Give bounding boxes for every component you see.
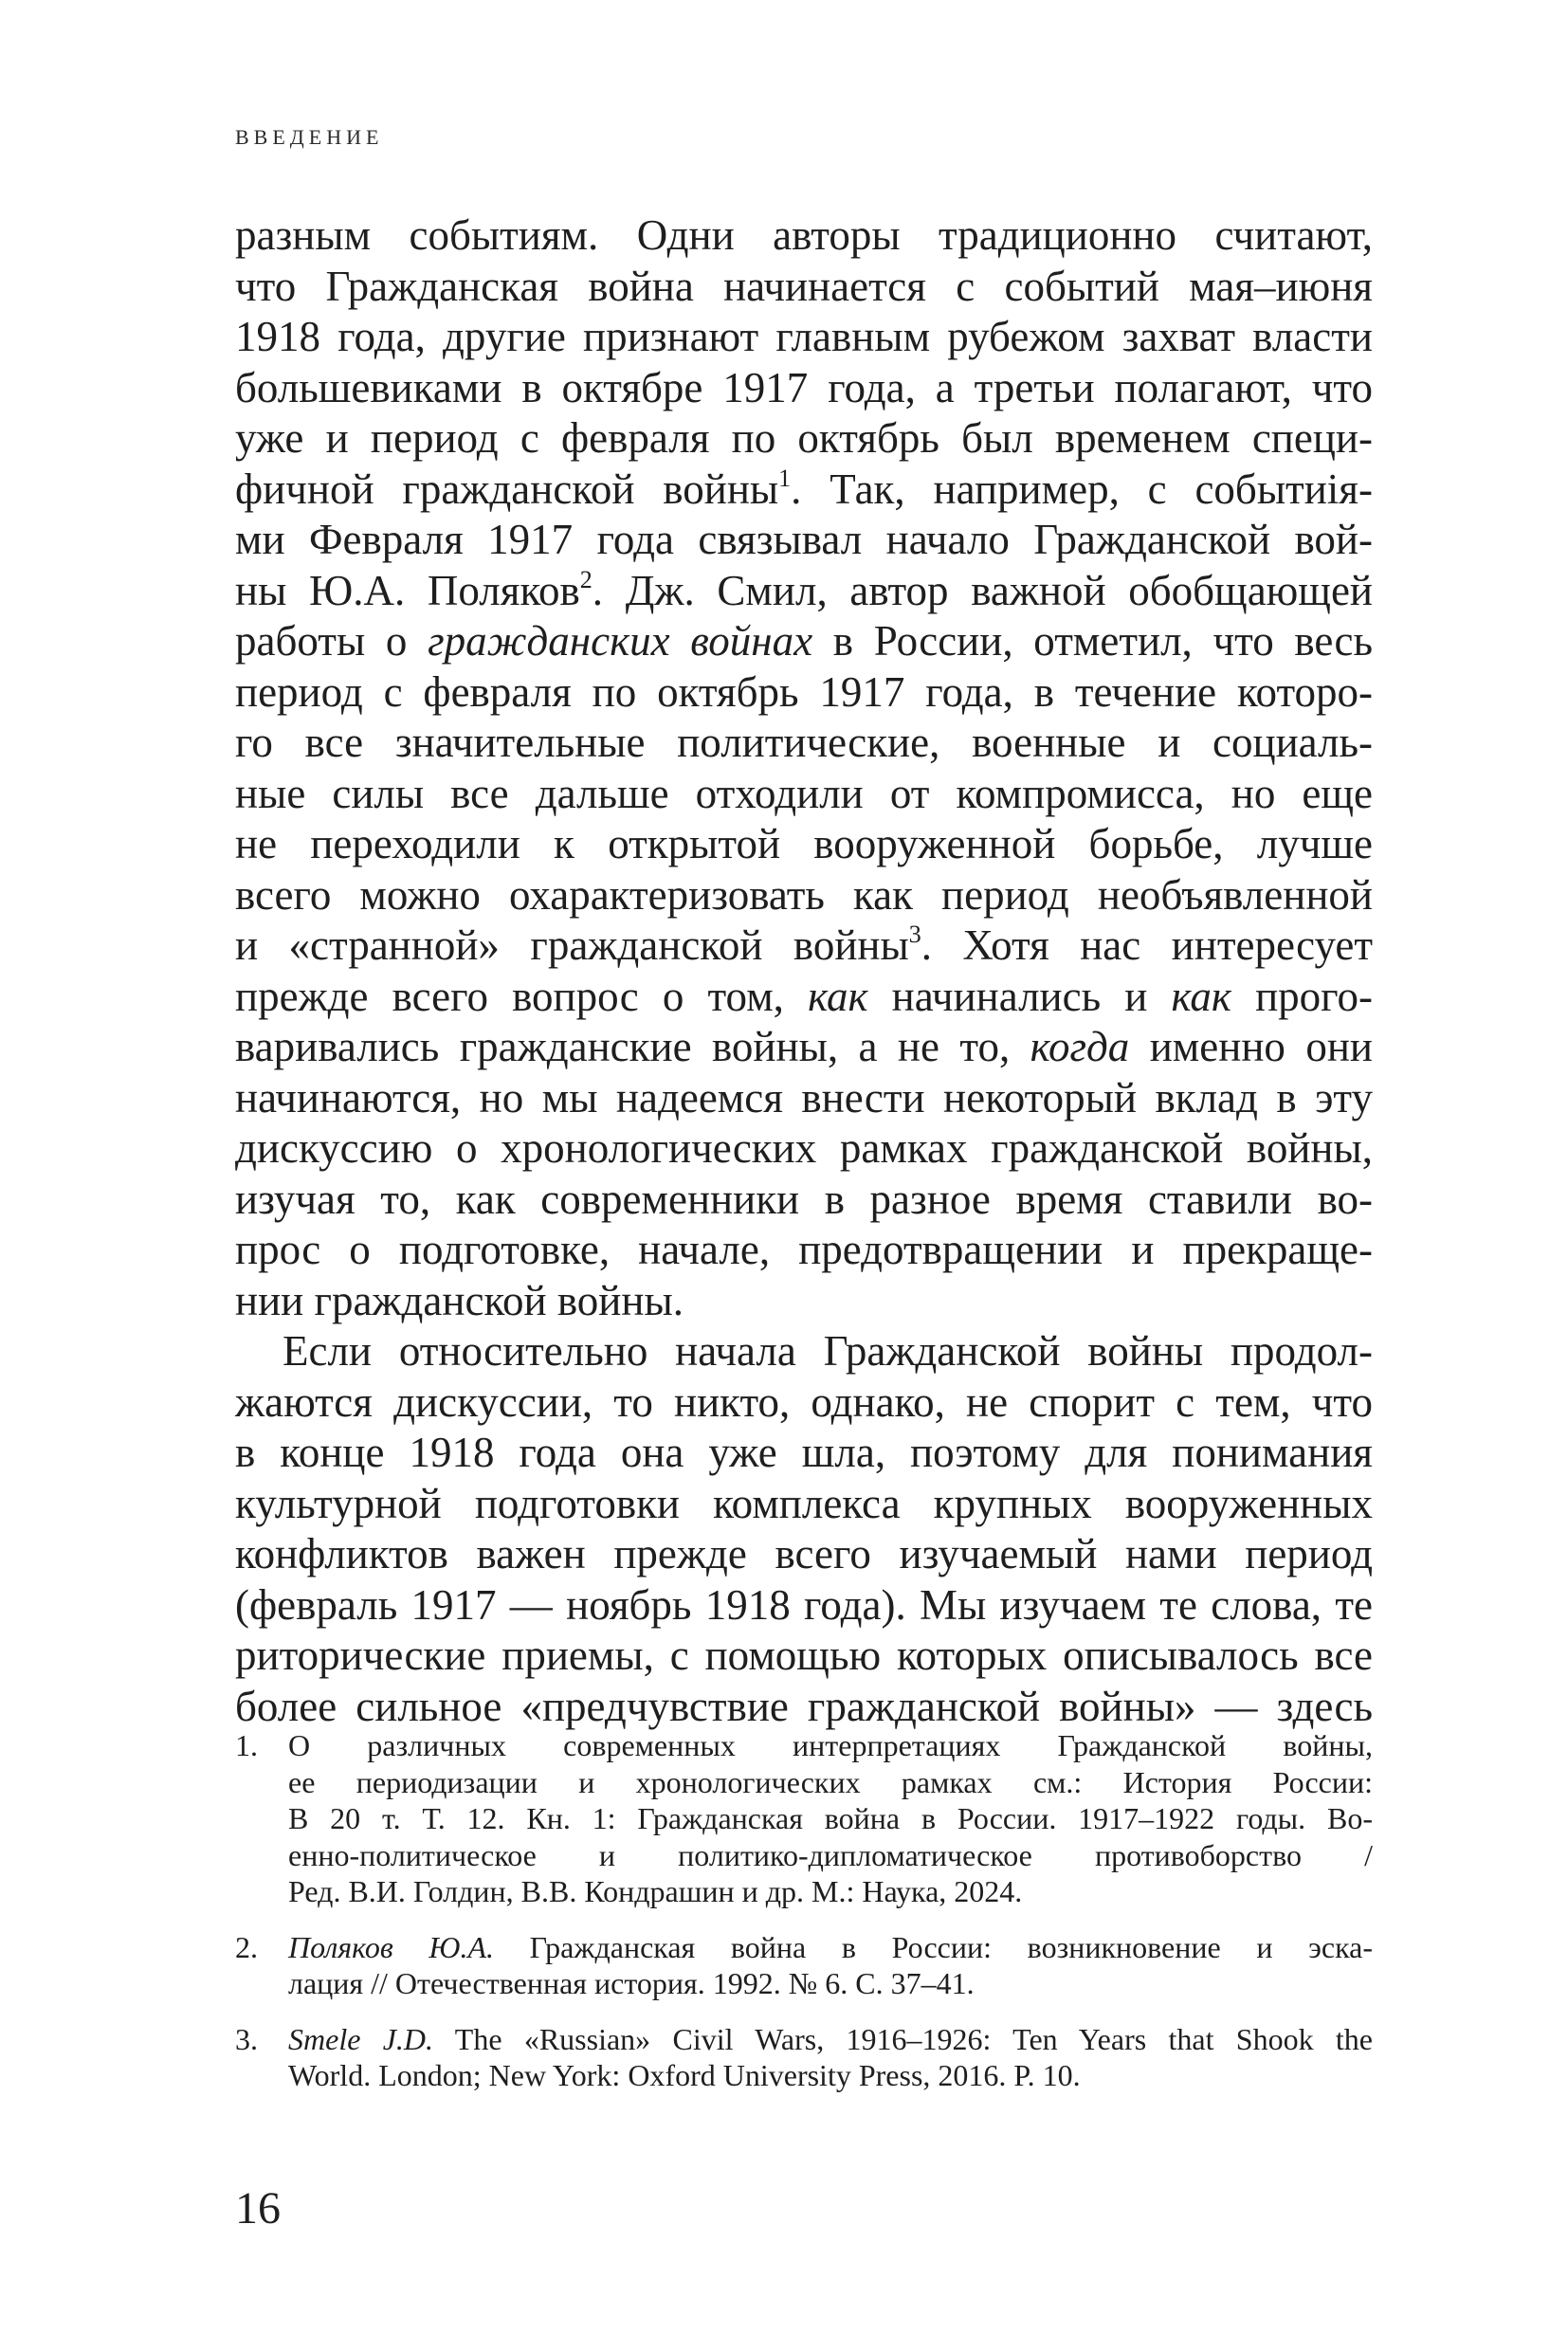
italic-term: гражданских войнах (428, 617, 813, 665)
text-line (235, 566, 1373, 617)
footnote-line: World. London; New York: Oxford University Press, 2016. P. 10. (288, 2058, 1081, 2092)
text-segment: именно они (1129, 1023, 1373, 1070)
text-line (235, 921, 1373, 972)
text-line: ми Февраля 1917 года связывал начало Гражданской вой- (235, 516, 1373, 563)
text-line (235, 465, 1373, 516)
text-segment: ны Ю.А. Поляков (235, 566, 580, 614)
text-line: (февраль 1917 — ноябрь 1918 года). Мы изучаем те слова, те (235, 1580, 1373, 1629)
text-segment: . Дж. Смил, автор важной обобщающей (592, 566, 1373, 614)
text-segment: и «странной» гражданской войны (235, 921, 909, 969)
text-line (235, 1022, 1373, 1073)
footnote-body (288, 1727, 1373, 1910)
text-segment: . Так, например, с событиія- (791, 465, 1373, 513)
footnote-number: 3. (235, 2021, 258, 2056)
text-line: всего можно охарактеризовать как период необъявленной (235, 870, 1373, 919)
text-line: большевиками в октябре 1917 года, а третьи полагают, что (235, 363, 1373, 411)
text-line: 1918 года, другие признают главным рубежом захват власти (235, 313, 1373, 360)
footnote-author: Поляков Ю.А. (288, 1929, 495, 1964)
text-line: в конце 1918 года она уже шла, поэтому для понимания (235, 1429, 1373, 1476)
text-line: изучая то, как современники в разное время ставили во- (235, 1175, 1373, 1223)
footnote-line: О различных современных интерпретациях Гражданской войны, (288, 1728, 1373, 1762)
footnote-line: ее периодизации и хронологических рамках см.: История России: (288, 1764, 1373, 1799)
text-segment: прежде всего вопрос о том, (235, 972, 809, 1020)
text-line: период с февраля по октябрь 1917 года, в течение которо- (235, 667, 1373, 716)
footnote-1 (235, 1727, 1373, 1910)
footnote-ref-3[interactable]: 3 (908, 921, 921, 948)
footnote-line: В 20 т. Т. 12. Кн. 1: Гражданская война в России. 1917–1922 годы. Во- (288, 1801, 1373, 1835)
text-line (235, 616, 1373, 667)
text-line: уже и период с февраля по октябрь был временем специ- (235, 414, 1373, 462)
footnote-number: 2. (235, 1929, 258, 1964)
footnote-line (288, 2021, 1373, 2058)
main-text (235, 210, 1373, 1732)
footnote-ref-2[interactable]: 2 (579, 565, 593, 593)
footnote-text: Гражданская война в России: возникновение и эска- (494, 1929, 1374, 1964)
footnote-line: енно-политическое и политико-дипломатическое противоборство / (288, 1837, 1373, 1872)
footnote-3 (235, 2021, 1373, 2094)
text-line: начинаются, но мы надеемся внести некоторый вклад в эту (235, 1073, 1373, 1121)
page-number: 16 (235, 2183, 281, 2233)
italic-term: как (808, 972, 868, 1020)
text-line: более сильное «предчувствие гражданской войны» — здесь (235, 1682, 1373, 1730)
running-head: ВВЕДЕНИЕ (235, 125, 384, 149)
text-segment: фичной гражданской войны (235, 465, 779, 513)
text-line: культурной подготовки комплекса крупных вооруженных (235, 1479, 1373, 1527)
footnote-body (288, 2021, 1373, 2094)
footnote-ref-1[interactable]: 1 (778, 464, 792, 492)
text-line: дискуссию о хронологических рамках гражданской войны, (235, 1124, 1373, 1172)
italic-term: как (1171, 972, 1231, 1020)
footnote-number: 1. (235, 1728, 258, 1762)
footnote-2 (235, 1929, 1373, 2002)
text-line: не переходили к открытой вооруженной борьбе, лучше (235, 820, 1373, 867)
text-line: конфликтов важен прежде всего изучаемый нами период (235, 1530, 1373, 1577)
text-line: Если относительно начала Гражданской войны продол- (283, 1327, 1373, 1375)
text-line: жаются дискуссии, то никто, однако, не спорит с тем, что (235, 1377, 1373, 1426)
text-segment: начинались и (867, 972, 1172, 1020)
text-line (235, 972, 1373, 1023)
text-segment: в России, отметил, что весь (812, 617, 1373, 665)
text-line: что Гражданская война начинается с событий мая–июня (235, 262, 1373, 310)
footnote-line (288, 1929, 1373, 1966)
text-line: прос о подготовке, начале, предотвращении и прекраще- (235, 1226, 1373, 1273)
text-segment: . Хотя нас интересует (921, 921, 1373, 969)
footnote-text: The «Russian» Civil Wars, 1916–1926: Ten Years that Shook the (433, 2021, 1373, 2056)
text-segment: прого- (1231, 972, 1374, 1020)
text-line: разным событиям. Одни авторы традиционно считают, (235, 211, 1373, 259)
text-segment: варивались гражданские войны, а не то, (235, 1023, 1030, 1070)
text-line: нии гражданской войны. (235, 1276, 684, 1324)
footnote-line: лация // Отечественная история. 1992. № 6. С. 37–41. (288, 1966, 975, 2000)
italic-term: когда (1030, 1023, 1130, 1070)
footnote-line: Ред. В.И. Голдин, В.В. Кондрашин и др. М.: Наука, 2024. (288, 1874, 1023, 1908)
text-segment: работы о (235, 617, 428, 665)
text-line: го все значительные политические, военные и социаль- (235, 719, 1373, 766)
footnote-author: Smele J.D. (288, 2021, 434, 2056)
footnotes (235, 1727, 1373, 2113)
text-line: ные силы все дальше отходили от компромисса, но еще (235, 769, 1373, 817)
text-line: риторические приемы, с помощью которых описывалось все (235, 1632, 1373, 1679)
footnote-body (288, 1929, 1373, 2002)
